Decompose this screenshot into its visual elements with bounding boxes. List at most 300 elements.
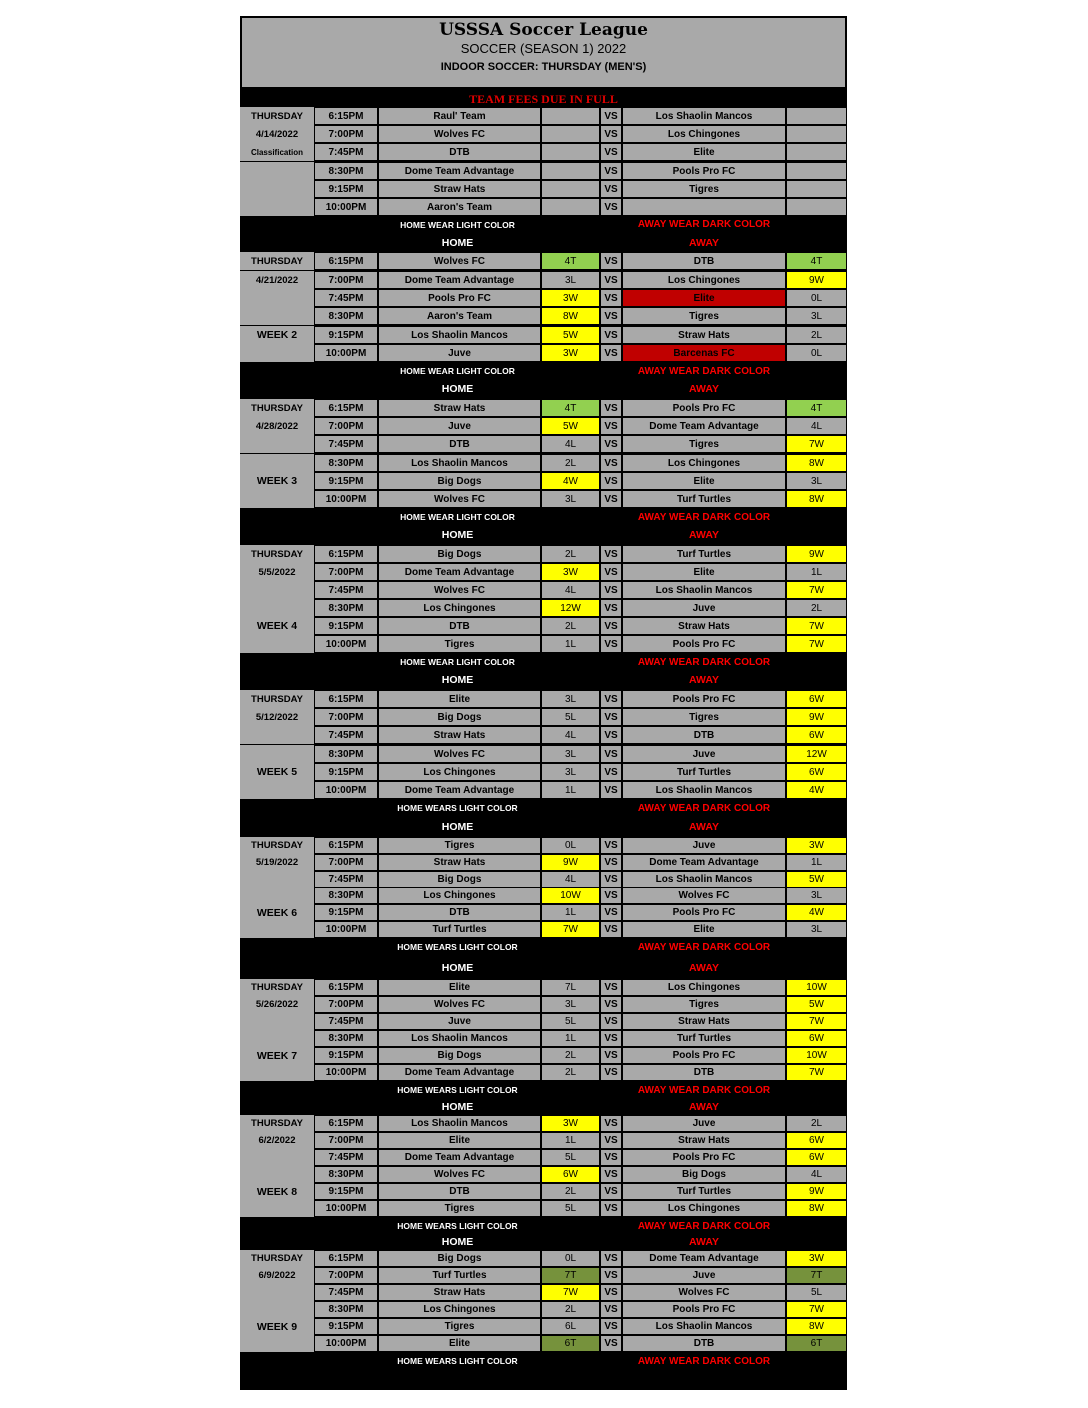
away-score: 4W	[786, 904, 847, 921]
away-team: Los Shaolin Mancos	[622, 781, 786, 799]
home-team: Tigres	[378, 1318, 541, 1335]
home-team: Turf Turtles	[378, 1267, 541, 1284]
vs-label: VS	[600, 1335, 622, 1352]
game-time: 6:15PM	[314, 545, 378, 563]
game-row	[240, 472, 847, 490]
away-uniform-note: AWAY WEAR DARK COLOR	[637, 365, 771, 377]
game-row	[240, 399, 847, 417]
date-label: 5/5/2022	[240, 563, 314, 581]
away-score: 7W	[786, 1301, 847, 1318]
date-label: 5/26/2022	[240, 996, 314, 1013]
date-column-blank	[240, 1166, 314, 1183]
away-score: 4L	[786, 417, 847, 435]
vs-label: VS	[600, 125, 622, 143]
game-time: 7:45PM	[314, 435, 378, 453]
game-time: 9:15PM	[314, 1318, 378, 1335]
game-row	[240, 690, 847, 708]
home-uniform-note: HOME WEARS LIGHT COLOR	[397, 1221, 518, 1231]
away-uniform-note: AWAY WEAR DARK COLOR	[637, 1220, 771, 1232]
away-score: 3L	[786, 472, 847, 490]
game-row	[240, 599, 847, 617]
game-time: 6:15PM	[314, 252, 378, 270]
date-column-blank	[240, 162, 314, 180]
game-time: 9:15PM	[314, 763, 378, 781]
away-team: Tigres	[622, 307, 786, 325]
date-column-blank	[240, 1301, 314, 1318]
game-row	[240, 162, 847, 180]
vs-label: VS	[600, 1064, 622, 1081]
game-row	[240, 143, 847, 161]
away-score: 12W	[786, 745, 847, 763]
vs-label: VS	[600, 435, 622, 453]
vs-label: VS	[600, 545, 622, 563]
home-score: 3L	[541, 690, 600, 708]
away-score: 7W	[786, 435, 847, 453]
home-score: 12W	[541, 599, 600, 617]
home-score: 2L	[541, 454, 600, 472]
away-score: 0L	[786, 344, 847, 362]
game-row	[240, 545, 847, 563]
vs-label: VS	[600, 904, 622, 921]
home-team: Elite	[378, 1132, 541, 1149]
game-row	[240, 1250, 847, 1267]
date-label: 6/9/2022	[240, 1267, 314, 1284]
home-uniform-note: HOME WEARS LIGHT COLOR	[397, 1356, 518, 1366]
game-time: 10:00PM	[314, 198, 378, 216]
game-time: 10:00PM	[314, 781, 378, 799]
game-row	[240, 1335, 847, 1352]
home-team: Big Dogs	[378, 472, 541, 490]
vs-label: VS	[600, 143, 622, 161]
away-score: 6W	[786, 1030, 847, 1047]
game-row	[240, 1115, 847, 1132]
away-team: Pools Pro FC	[622, 1301, 786, 1318]
home-team: Tigres	[378, 837, 541, 854]
game-time: 8:30PM	[314, 599, 378, 617]
uniform-note-row	[240, 1081, 847, 1099]
date-column-blank	[240, 871, 314, 888]
home-team: Big Dogs	[378, 708, 541, 726]
away-team: Pools Pro FC	[622, 1047, 786, 1064]
home-score: 4T	[541, 252, 600, 270]
date-column-blank	[240, 435, 314, 453]
vs-label: VS	[600, 726, 622, 744]
home-team: Wolves FC	[378, 252, 541, 270]
home-team: Los Chingones	[378, 599, 541, 617]
away-column-heading: AWAY	[689, 1236, 719, 1248]
game-time: 10:00PM	[314, 344, 378, 362]
away-team: Wolves FC	[622, 887, 786, 904]
game-time: 9:15PM	[314, 180, 378, 198]
home-away-header-row	[240, 818, 847, 836]
vs-label: VS	[600, 854, 622, 871]
home-team: Los Shaolin Mancos	[378, 454, 541, 472]
home-away-header-row	[240, 526, 847, 544]
vs-label: VS	[600, 198, 622, 216]
vs-label: VS	[600, 454, 622, 472]
vs-label: VS	[600, 490, 622, 508]
away-team: Los Chingones	[622, 454, 786, 472]
home-team: Los Shaolin Mancos	[378, 326, 541, 344]
away-team: Juve	[622, 1267, 786, 1284]
away-score: 4T	[786, 252, 847, 270]
home-score: 6W	[541, 1166, 600, 1183]
away-score: 10W	[786, 1047, 847, 1064]
vs-label: VS	[600, 1030, 622, 1047]
home-score: 5W	[541, 326, 600, 344]
game-time: 7:45PM	[314, 1149, 378, 1166]
game-time: 7:00PM	[314, 417, 378, 435]
vs-label: VS	[600, 344, 622, 362]
home-score: 6L	[541, 1318, 600, 1335]
home-score: 3L	[541, 763, 600, 781]
home-team: DTB	[378, 143, 541, 161]
game-row	[240, 1200, 847, 1217]
away-team: Los Chingones	[622, 271, 786, 289]
vs-label: VS	[600, 180, 622, 198]
home-score: 10W	[541, 887, 600, 904]
day-label: THURSDAY	[240, 1115, 314, 1132]
game-time: 10:00PM	[314, 490, 378, 508]
schedule-sheet	[240, 16, 847, 1390]
home-team: Wolves FC	[378, 1166, 541, 1183]
away-column-heading: AWAY	[689, 821, 719, 833]
away-score: 3L	[786, 887, 847, 904]
game-row	[240, 854, 847, 871]
game-time: 8:30PM	[314, 162, 378, 180]
week-label: WEEK 6	[240, 904, 314, 921]
home-team: DTB	[378, 904, 541, 921]
game-row	[240, 1149, 847, 1166]
date-column-blank	[240, 1200, 314, 1217]
home-score: 2L	[541, 545, 600, 563]
date-column-blank	[240, 344, 314, 362]
away-score: 5L	[786, 1284, 847, 1301]
home-team: Pools Pro FC	[378, 289, 541, 307]
away-team: Juve	[622, 745, 786, 763]
game-row	[240, 1047, 847, 1064]
day-label: THURSDAY	[240, 545, 314, 563]
game-time: 7:00PM	[314, 708, 378, 726]
away-score: 7W	[786, 1013, 847, 1030]
game-row	[240, 326, 847, 344]
game-row	[240, 344, 847, 362]
game-row	[240, 1183, 847, 1200]
home-team: Wolves FC	[378, 996, 541, 1013]
away-team: DTB	[622, 252, 786, 270]
game-row	[240, 435, 847, 453]
home-team: Elite	[378, 690, 541, 708]
game-row	[240, 1284, 847, 1301]
home-score: 4T	[541, 399, 600, 417]
date-column-blank	[240, 1013, 314, 1030]
date-label: 5/12/2022	[240, 708, 314, 726]
home-score: 2L	[541, 1047, 600, 1064]
home-team: Straw Hats	[378, 399, 541, 417]
game-time: 7:45PM	[314, 581, 378, 599]
away-score: 6T	[786, 1335, 847, 1352]
away-team: Barcenas FC	[622, 344, 786, 362]
away-uniform-note: AWAY WEAR DARK COLOR	[637, 1084, 771, 1096]
date-column-blank	[240, 635, 314, 653]
game-row	[240, 454, 847, 472]
away-score: 10W	[786, 979, 847, 996]
game-row	[240, 125, 847, 143]
game-time: 8:30PM	[314, 1030, 378, 1047]
away-team: DTB	[622, 726, 786, 744]
uniform-note-row	[240, 938, 847, 956]
vs-label: VS	[600, 472, 622, 490]
away-column-heading: AWAY	[689, 237, 719, 249]
date-column-blank	[240, 198, 314, 216]
away-column-heading: AWAY	[689, 674, 719, 686]
game-time: 9:15PM	[314, 326, 378, 344]
home-team: Tigres	[378, 1200, 541, 1217]
away-team: DTB	[622, 1335, 786, 1352]
home-score	[541, 125, 600, 143]
away-score: 6W	[786, 1149, 847, 1166]
game-time: 9:15PM	[314, 904, 378, 921]
league-title: USSSA Soccer League	[439, 20, 648, 40]
home-team: Raul' Team	[378, 107, 541, 125]
away-team: DTB	[622, 1064, 786, 1081]
date-column-blank	[240, 180, 314, 198]
game-time: 10:00PM	[314, 1200, 378, 1217]
vs-label: VS	[600, 887, 622, 904]
home-score: 2L	[541, 617, 600, 635]
away-score: 3W	[786, 837, 847, 854]
game-row	[240, 781, 847, 799]
game-time: 9:15PM	[314, 1047, 378, 1064]
home-score: 2L	[541, 1183, 600, 1200]
home-score: 5L	[541, 1013, 600, 1030]
away-score: 1L	[786, 854, 847, 871]
away-uniform-note: AWAY WEAR DARK COLOR	[637, 1355, 771, 1367]
vs-label: VS	[600, 763, 622, 781]
season-subtitle: SOCCER (SEASON 1) 2022	[460, 41, 627, 56]
game-row	[240, 763, 847, 781]
date-column-blank	[240, 490, 314, 508]
vs-label: VS	[600, 745, 622, 763]
home-score: 0L	[541, 1250, 600, 1267]
game-time: 6:15PM	[314, 1250, 378, 1267]
away-score: 2L	[786, 326, 847, 344]
home-column-heading: HOME	[441, 529, 474, 541]
away-score: 5W	[786, 871, 847, 888]
away-score: 3L	[786, 921, 847, 938]
home-team: Los Shaolin Mancos	[378, 1030, 541, 1047]
away-team: Straw Hats	[622, 617, 786, 635]
away-column-heading: AWAY	[689, 962, 719, 974]
home-team: Big Dogs	[378, 871, 541, 888]
home-uniform-note: HOME WEAR LIGHT COLOR	[400, 512, 515, 522]
away-team: Turf Turtles	[622, 763, 786, 781]
home-score: 5L	[541, 1149, 600, 1166]
home-score: 7T	[541, 1267, 600, 1284]
away-team: Pools Pro FC	[622, 904, 786, 921]
division-title: INDOOR SOCCER: THURSDAY (MEN'S)	[440, 61, 647, 73]
home-score: 1L	[541, 904, 600, 921]
away-team: Dome Team Advantage	[622, 854, 786, 871]
home-away-header-row	[240, 234, 847, 252]
game-time: 7:45PM	[314, 1013, 378, 1030]
home-score: 5L	[541, 708, 600, 726]
away-team: Turf Turtles	[622, 490, 786, 508]
home-score: 2L	[541, 1301, 600, 1318]
vs-label: VS	[600, 271, 622, 289]
away-team: Pools Pro FC	[622, 635, 786, 653]
home-score	[541, 143, 600, 161]
away-team: Big Dogs	[622, 1166, 786, 1183]
home-uniform-note: HOME WEARS LIGHT COLOR	[397, 1085, 518, 1095]
game-row	[240, 979, 847, 996]
game-time: 7:00PM	[314, 1132, 378, 1149]
home-team: Big Dogs	[378, 1250, 541, 1267]
home-team: Big Dogs	[378, 1047, 541, 1064]
vs-label: VS	[600, 708, 622, 726]
away-score: 3L	[786, 307, 847, 325]
vs-label: VS	[600, 837, 622, 854]
away-team: Los Chingones	[622, 125, 786, 143]
home-score: 8W	[541, 307, 600, 325]
home-uniform-note: HOME WEARS LIGHT COLOR	[397, 803, 518, 813]
date-column-blank	[240, 581, 314, 599]
uniform-note-row	[240, 508, 847, 526]
away-team: Pools Pro FC	[622, 1149, 786, 1166]
date-column-blank	[240, 745, 314, 763]
home-column-heading: HOME	[441, 674, 474, 686]
date-label: 4/21/2022	[240, 271, 314, 289]
home-away-header-row	[240, 959, 847, 977]
game-row	[240, 289, 847, 307]
away-team: Los Shaolin Mancos	[622, 871, 786, 888]
game-row	[240, 726, 847, 744]
home-uniform-note: HOME WEAR LIGHT COLOR	[400, 657, 515, 667]
game-row	[240, 563, 847, 581]
game-row	[240, 635, 847, 653]
away-team: Straw Hats	[622, 1132, 786, 1149]
home-score: 4L	[541, 726, 600, 744]
game-row	[240, 887, 847, 904]
away-score: 9W	[786, 545, 847, 563]
home-score: 3L	[541, 271, 600, 289]
home-score: 1L	[541, 1132, 600, 1149]
day-label: THURSDAY	[240, 837, 314, 854]
away-column-heading: AWAY	[689, 1101, 719, 1113]
home-uniform-note: HOME WEAR LIGHT COLOR	[400, 366, 515, 376]
week-label: WEEK 5	[240, 763, 314, 781]
home-team: Juve	[378, 417, 541, 435]
home-away-header-row	[240, 671, 847, 689]
away-team: Elite	[622, 289, 786, 307]
away-score: 7W	[786, 635, 847, 653]
vs-label: VS	[600, 1250, 622, 1267]
home-score: 6T	[541, 1335, 600, 1352]
away-team: Los Shaolin Mancos	[622, 1318, 786, 1335]
vs-label: VS	[600, 1284, 622, 1301]
away-score: 6W	[786, 726, 847, 744]
vs-label: VS	[600, 1301, 622, 1318]
home-column-heading: HOME	[441, 1101, 474, 1113]
home-score: 3L	[541, 996, 600, 1013]
away-team: Turf Turtles	[622, 1030, 786, 1047]
vs-label: VS	[600, 781, 622, 799]
vs-label: VS	[600, 417, 622, 435]
home-team: Los Chingones	[378, 1301, 541, 1318]
week-label: WEEK 9	[240, 1318, 314, 1335]
away-uniform-note: AWAY WEAR DARK COLOR	[637, 802, 771, 814]
home-score: 3W	[541, 344, 600, 362]
date-label: 4/28/2022	[240, 417, 314, 435]
uniform-note-row	[240, 653, 847, 671]
uniform-note-row	[240, 799, 847, 817]
date-column-blank	[240, 454, 314, 472]
vs-label: VS	[600, 921, 622, 938]
away-team: Pools Pro FC	[622, 399, 786, 417]
day-label: THURSDAY	[240, 252, 314, 270]
home-score	[541, 198, 600, 216]
uniform-note-row	[240, 216, 847, 233]
game-row	[240, 921, 847, 938]
game-row	[240, 1132, 847, 1149]
game-time: 10:00PM	[314, 1335, 378, 1352]
date-label: 6/2/2022	[240, 1132, 314, 1149]
day-label: THURSDAY	[240, 690, 314, 708]
vs-label: VS	[600, 599, 622, 617]
game-time: 9:15PM	[314, 1183, 378, 1200]
game-row	[240, 1267, 847, 1284]
home-score: 4L	[541, 871, 600, 888]
vs-label: VS	[600, 1013, 622, 1030]
day-label: THURSDAY	[240, 979, 314, 996]
game-time: 6:15PM	[314, 107, 378, 125]
away-team: Los Chingones	[622, 979, 786, 996]
game-row	[240, 417, 847, 435]
game-time: 7:00PM	[314, 563, 378, 581]
game-time: 7:00PM	[314, 854, 378, 871]
away-team: Turf Turtles	[622, 545, 786, 563]
away-team: Tigres	[622, 708, 786, 726]
day-label: THURSDAY	[240, 1250, 314, 1267]
home-away-header-row	[240, 1098, 847, 1116]
home-team: Straw Hats	[378, 1284, 541, 1301]
away-team: Los Shaolin Mancos	[622, 107, 786, 125]
game-row	[240, 1013, 847, 1030]
away-uniform-note: AWAY WEAR DARK COLOR	[637, 219, 771, 230]
home-score: 7L	[541, 979, 600, 996]
away-score: 2L	[786, 1115, 847, 1132]
home-score: 4L	[541, 435, 600, 453]
game-row	[240, 996, 847, 1013]
home-score: 5L	[541, 1200, 600, 1217]
away-team: Tigres	[622, 996, 786, 1013]
game-time: 8:30PM	[314, 1301, 378, 1318]
home-column-heading: HOME	[441, 383, 474, 395]
home-team: Los Chingones	[378, 763, 541, 781]
date-column-blank	[240, 1335, 314, 1352]
game-time: 8:30PM	[314, 307, 378, 325]
home-score: 3W	[541, 289, 600, 307]
game-time: 8:30PM	[314, 745, 378, 763]
game-row	[240, 1030, 847, 1047]
home-away-header-row	[240, 1233, 847, 1251]
game-row	[240, 708, 847, 726]
date-column-blank	[240, 887, 314, 904]
date-column-blank	[240, 307, 314, 325]
vs-label: VS	[600, 1115, 622, 1132]
away-score: 4T	[786, 399, 847, 417]
vs-label: VS	[600, 107, 622, 125]
